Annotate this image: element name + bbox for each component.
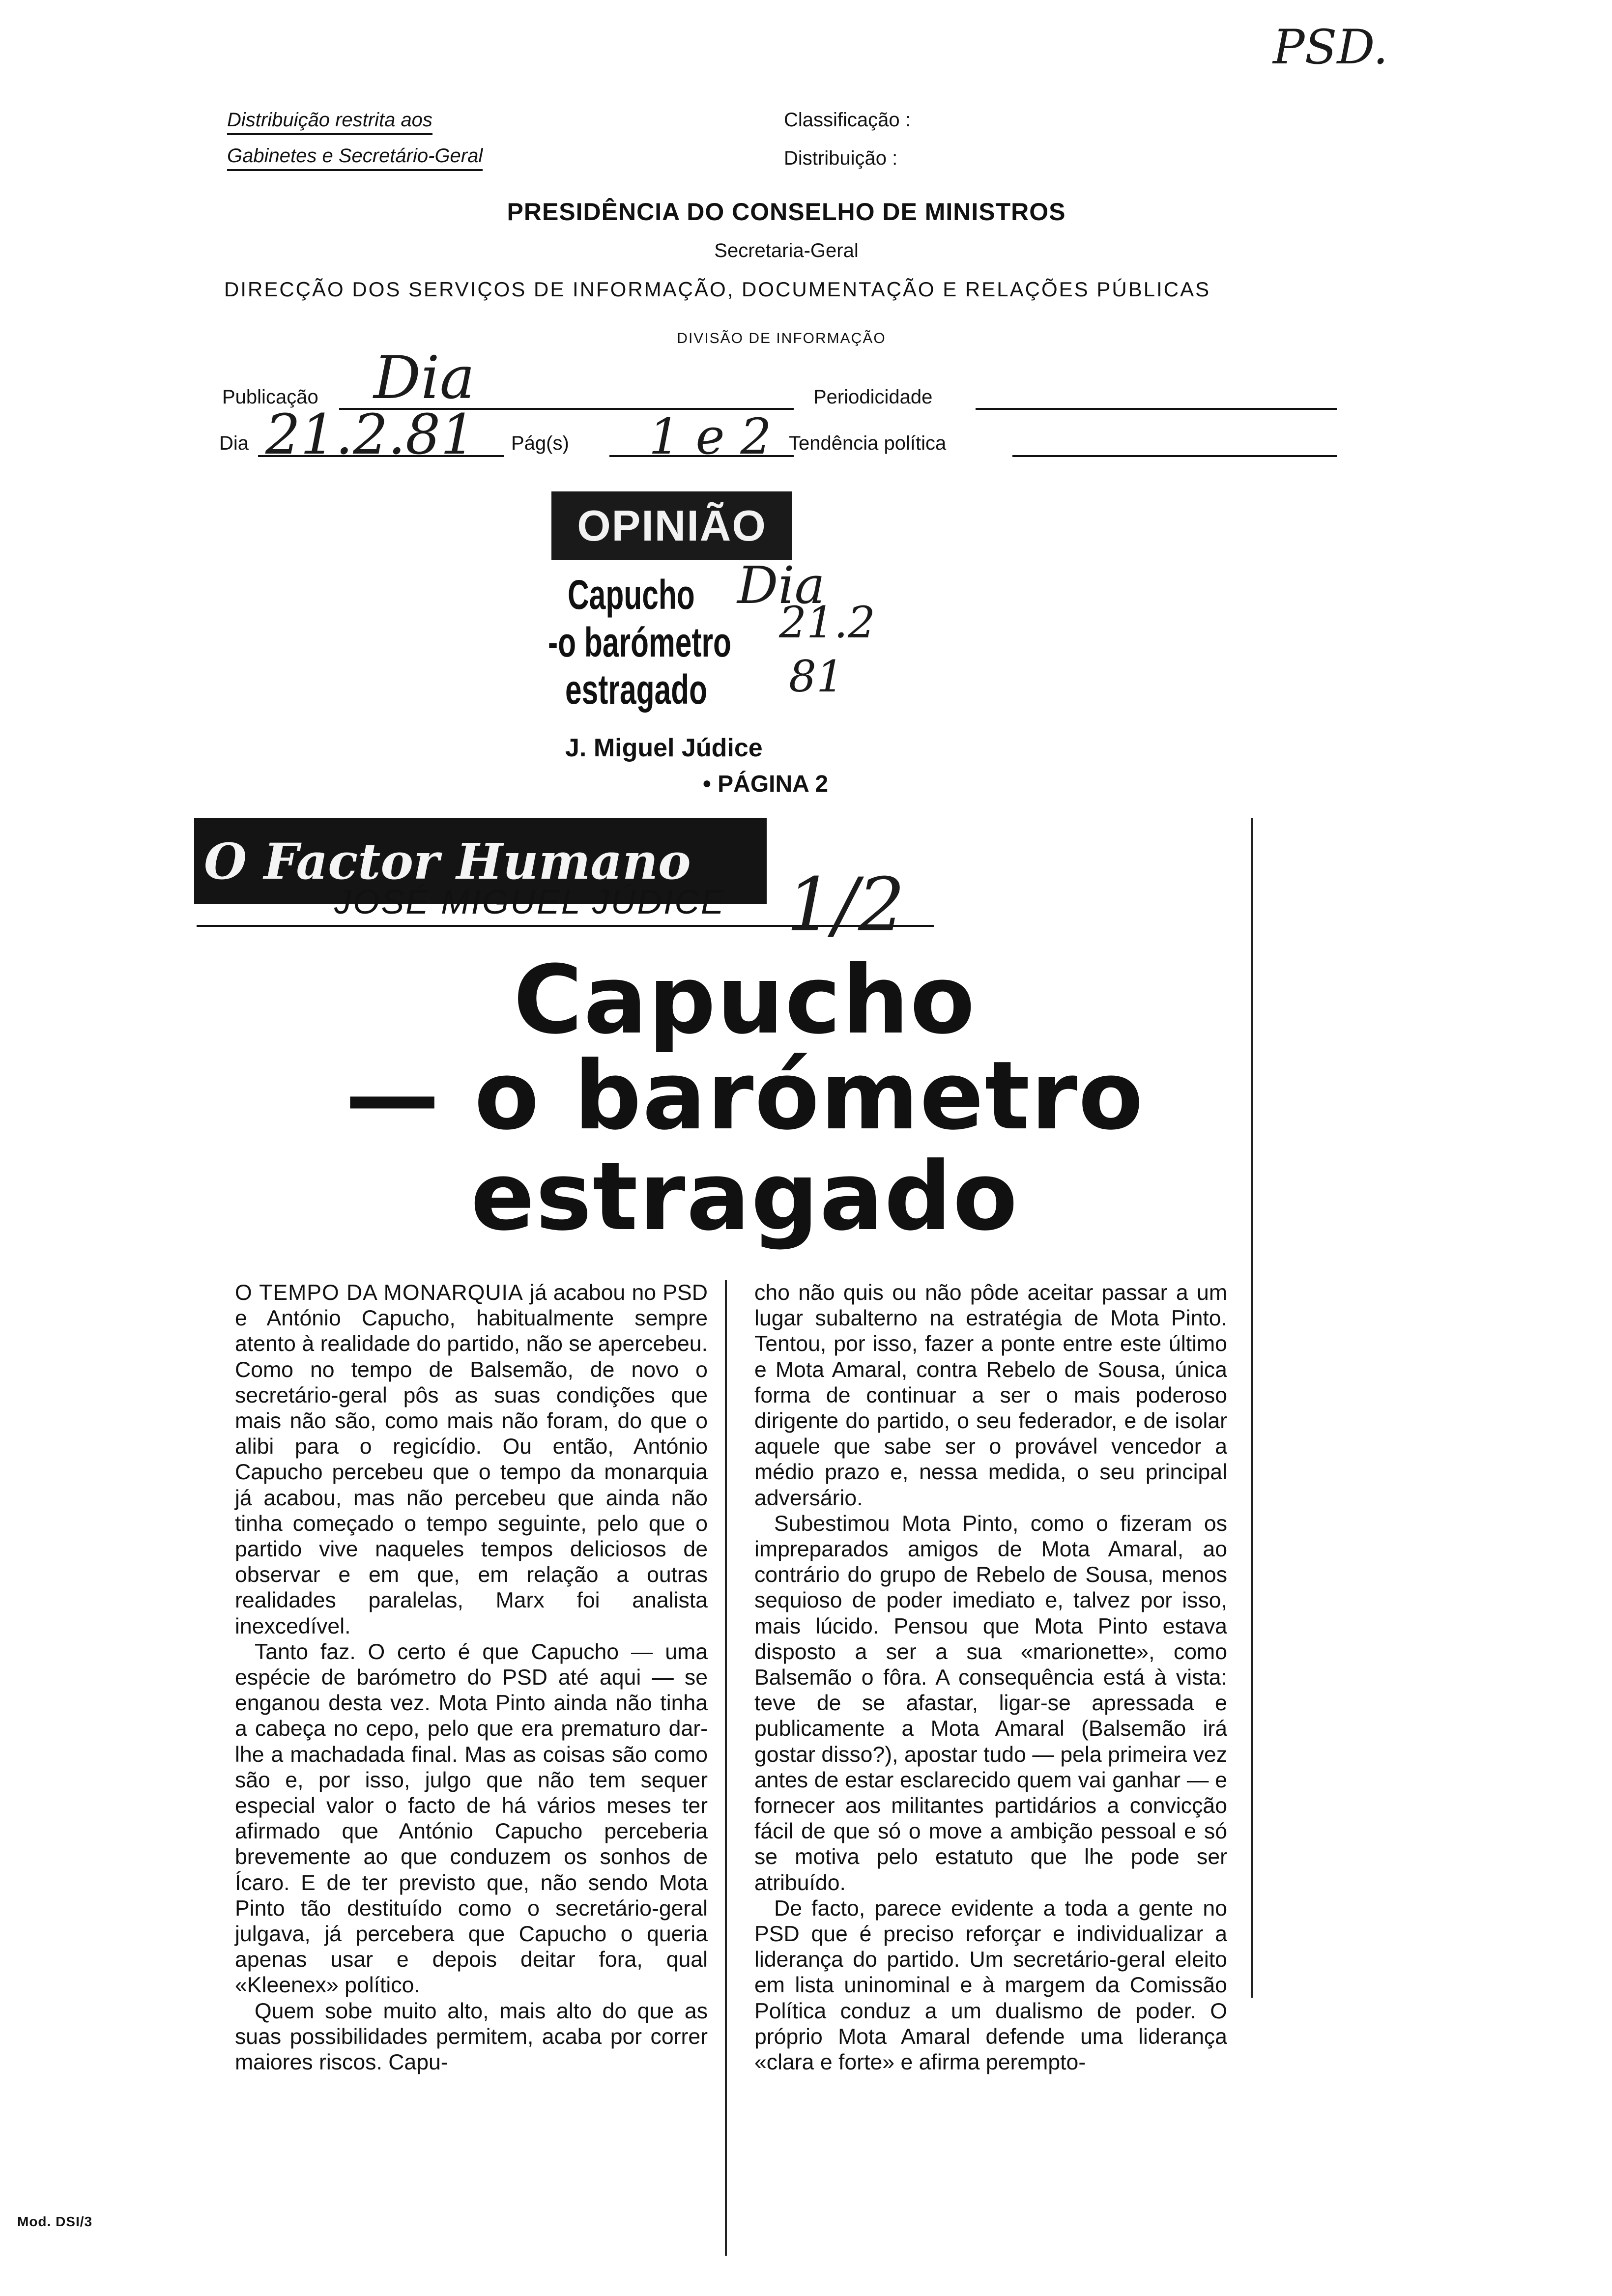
distribution-label: Distribuição :	[784, 147, 898, 169]
column-1-paragraph-2: Tanto faz. O certo é que Capucho — uma espécie de barómetro do PSD até aqui — se enganou desta vez. Mota Pinto ainda não tinha a cabeça no cepo, pelo que era prematuro dar-lhe a machadada final. Mas as coisas são como são e, por isso, julgo que não tem sequer especial valor o facto de há vários meses ter afirmado que António Capucho perceberia brevemente ao que conduzem os sonhos de Ícaro. E de ter previsto que, não sendo Mota Pinto tão destituído como o secretário-geral julgava, já percebera que Capucho o queria apenas usar e depois deitar fora, qual «Kleenex» político.	[235, 1639, 708, 1998]
handwritten-corner-mark: PSD.	[1273, 20, 1388, 75]
teaser-title-line1: Capucho	[568, 572, 695, 618]
teaser-author: J. Miguel Júdice	[565, 734, 763, 762]
column-2-paragraph-2: Subestimou Mota Pinto, como o fizeram os impreparados amigos de Mota Amaral, ao contrário do grupo de Rebelo de Sousa, menos sequioso de poder imediato e, talvez por isso, mais lúcido. Pensou que Mota Pinto estava disposto a ser a sua «marionette», como Balsemão o fôra. A consequência está à vista: teve de se afastar, ligar-se apressada e publicamente a Mota Amaral (Balsemão irá gostar disso?), apostar tudo — pela primeira vez antes de estar esclarecido quem vai ganhar — e fornecer aos militantes partidários a convicção fácil de que só o move a ambição pessoal e só se motiva pelo estatuto que lhe pode ser atribuído.	[754, 1511, 1227, 1895]
headline-line1: Capucho	[513, 946, 976, 1055]
teaser-page-ref: • PÁGINA 2	[703, 771, 829, 797]
tendency-label: Tendência política	[789, 432, 947, 454]
tendency-line	[1012, 455, 1337, 457]
form-code: Mod. DSI/3	[17, 2214, 93, 2229]
opinion-banner: OPINIÃO	[551, 491, 792, 560]
headline-line2: — o barómetro	[345, 1041, 1144, 1151]
column-1-paragraph-3: Quem sobe muito alto, mais alto do que as suas possibilidades permitem, acaba por correr maiores riscos. Capu-	[235, 1999, 708, 2075]
restricted-distribution-line2: Gabinetes e Secretário-Geral	[227, 145, 483, 171]
handwritten-pages: 1 e 2	[649, 408, 772, 465]
org-title: PRESIDÊNCIA DO CONSELHO DE MINISTROS	[507, 198, 1066, 226]
teaser-title-line3: estragado	[565, 666, 708, 713]
direction-label: DIRECÇÃO DOS SERVIÇOS DE INFORMAÇÃO, DOCUMENTAÇÃO E RELAÇÕES PÚBLICAS	[224, 278, 1211, 301]
classification-label: Classificação :	[784, 109, 911, 131]
column-2-paragraph-3: De facto, parece evidente a toda a gente no PSD que é preciso reforçar e individualizar a liderança do partido. Um secretário-geral eleito em lista uninominal e à margem da Comissão Política conduz a um dualismo de poder. O próprio Mota Amaral defende uma liderança «clara e forte» e afirma perempto-	[754, 1896, 1227, 2075]
article-column-2	[754, 1280, 1227, 2075]
column-separator	[725, 1280, 727, 2256]
periodicity-label: Periodicidade	[813, 386, 933, 408]
handwritten-page-number: 1/2	[786, 862, 905, 948]
article-column-1	[235, 1280, 708, 2075]
headline-line3: estragado	[470, 1142, 1019, 1252]
clip-note-publication: Dia	[737, 555, 825, 615]
column-2-paragraph-1: cho não quis ou não pôde aceitar passar a um lugar subalterno na estratégia de Mota Pinto. Tentou, por isso, fazer a ponte entre este último e Mota Amaral, contra Rebelo de Sousa, única forma de continuar a ser o mais poderoso dirigente do partido, o seu federador, e de isolar aquele que sabe ser o provável vencedor a médio prazo e, nessa medida, o seu principal adversário.	[754, 1281, 1227, 1510]
restricted-distribution-line1: Distribuição restrita aos	[227, 109, 432, 135]
lead-caps: O TEMPO DA MONARQUIA	[235, 1281, 523, 1305]
article-byline: JOSÉ MIGUEL JÚDICE	[334, 883, 725, 921]
handwritten-date: 21.2.81	[265, 403, 476, 467]
column-1-paragraph-1-text: já acabou no PSD e António Capucho, habitualmente sempre atento à realidade do partido, não se apercebeu. Como no tempo de Balsemão, de novo o secretário-geral pôs as suas condições que mais não são, como mais não foram, do que o alibi para o regicídio. Ou então, António Capucho percebeu que o tempo da monarquia já acabou, mas não percebeu que ainda não tinha começado o tempo seguinte, pelo que o partido vive naqueles tempos deliciosos de observar e em que, em relação a outras realidades paralelas, Marx foi analista inexcedível.	[235, 1281, 708, 1638]
secretariat-label: Secretaria-Geral	[714, 240, 859, 261]
periodicity-line	[976, 408, 1337, 410]
division-label: DIVISÃO DE INFORMAÇÃO	[677, 330, 886, 346]
teaser-title-line2: -o barómetro	[548, 619, 731, 665]
clip-note-date: 21.2	[779, 597, 875, 648]
column-banner: O Factor Humano	[194, 818, 767, 904]
day-label: Dia	[219, 432, 249, 454]
column-1-paragraph-1	[235, 1280, 708, 1639]
handwritten-publication: Dia	[374, 344, 475, 412]
pages-label: Pág(s)	[511, 432, 569, 454]
clip-note-year: 81	[789, 651, 844, 702]
publication-label: Publicação	[222, 386, 318, 408]
